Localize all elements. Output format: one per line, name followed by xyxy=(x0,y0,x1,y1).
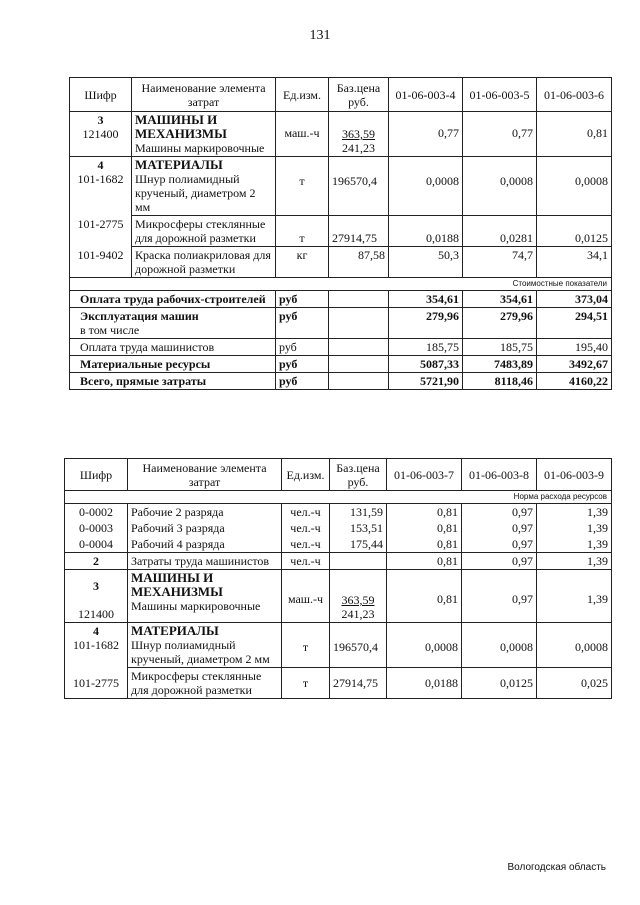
table-row xyxy=(70,291,612,308)
section-code: 3 121400 xyxy=(70,112,132,157)
row-code: 0-0004 xyxy=(65,536,128,553)
row-name: Машины маркировочные xyxy=(135,141,265,155)
section-title-cell xyxy=(128,570,282,623)
table-row xyxy=(65,504,612,521)
section-row-materials xyxy=(70,157,612,216)
row-value-3: 1,39 xyxy=(537,536,612,553)
row-unit: чел.-ч xyxy=(282,520,330,536)
row-value-3: 1,39 xyxy=(537,553,612,570)
header-col-3: 01-06-003-6 xyxy=(537,78,612,112)
row-value-1: 0,81 xyxy=(387,536,462,553)
table-row-total xyxy=(70,373,612,390)
row-value-2: 8118,46 xyxy=(463,373,537,390)
row-unit: маш.-ч xyxy=(282,570,330,623)
header-col-2: 01-06-003-8 xyxy=(462,459,537,491)
table-header-row xyxy=(65,459,612,491)
note-row xyxy=(70,278,612,291)
row-code: 121400 xyxy=(82,127,119,141)
row-value-2: 185,75 xyxy=(463,339,537,356)
header-col-1: 01-06-003-4 xyxy=(389,78,463,112)
section-code: 4 101-1682 xyxy=(65,623,128,668)
row-value-3: 0,0008 xyxy=(537,623,612,668)
row-name: Материальные ресурсы xyxy=(70,356,276,373)
row-price: 87,58 xyxy=(329,247,389,278)
row-value-1: 0,81 xyxy=(387,504,462,521)
row-value-1: 0,0188 xyxy=(389,216,463,247)
row-unit: т xyxy=(282,668,330,699)
table-row xyxy=(65,536,612,553)
row-price xyxy=(329,308,389,339)
row-name: Эксплуатация машин xyxy=(80,309,199,323)
header-name: Наименование элемента затрат xyxy=(132,78,276,112)
table-row xyxy=(70,339,612,356)
row-value-2: 0,0008 xyxy=(463,157,537,216)
row-value-2: 74,7 xyxy=(463,247,537,278)
row-value-3: 4160,22 xyxy=(537,373,612,390)
table-row xyxy=(70,308,612,339)
section-title-cell xyxy=(128,623,282,668)
row-value-1: 354,61 xyxy=(389,291,463,308)
row-value-2: 7483,89 xyxy=(463,356,537,373)
row-name: Рабочий 4 разряда xyxy=(128,536,282,553)
row-price xyxy=(329,356,389,373)
resource-table-1 xyxy=(69,77,612,390)
row-name: Шнур полиамидный крученый, диаметром 2 мм xyxy=(131,638,270,666)
row-name: Оплата труда машинистов xyxy=(70,339,276,356)
row-value-1: 0,81 xyxy=(387,570,462,623)
row-unit: т xyxy=(276,216,329,247)
row-unit: кг xyxy=(276,247,329,278)
header-col-2: 01-06-003-5 xyxy=(463,78,537,112)
resource-table-2 xyxy=(64,458,612,699)
row-value-1: 0,77 xyxy=(389,112,463,157)
row-unit: руб xyxy=(276,356,329,373)
section-title: МАШИНЫ И МЕХАНИЗМЫ xyxy=(131,570,223,599)
row-code: 101-1682 xyxy=(73,638,119,652)
header-col-1: 01-06-003-7 xyxy=(387,459,462,491)
row-value-1: 5721,90 xyxy=(389,373,463,390)
row-name: Микросферы стеклянные для дорожной разметки xyxy=(128,668,282,699)
row-value-2: 279,96 xyxy=(463,308,537,339)
row-value-3: 0,0008 xyxy=(537,157,612,216)
row-value-3: 1,39 xyxy=(537,520,612,536)
row-unit: руб xyxy=(276,308,329,339)
row-unit: чел.-ч xyxy=(282,536,330,553)
row-price xyxy=(330,553,387,570)
row-value-3: 1,39 xyxy=(537,504,612,521)
row-value-3: 3492,67 xyxy=(537,356,612,373)
row-code: 101-2775 xyxy=(65,668,128,699)
row-value-2: 0,97 xyxy=(462,536,537,553)
row-value-3: 0,025 xyxy=(537,668,612,699)
row-unit: т xyxy=(276,157,329,216)
table-header-row xyxy=(70,78,612,112)
section-title-cell xyxy=(132,157,276,216)
row-value-3: 34,1 xyxy=(537,247,612,278)
row-value-3: 0,81 xyxy=(537,112,612,157)
row-unit: руб xyxy=(276,339,329,356)
row-name: Рабочий 3 разряда xyxy=(128,520,282,536)
row-price: 196570,4 xyxy=(330,623,387,668)
header-unit: Ед.изм. xyxy=(276,78,329,112)
row-value-1: 185,75 xyxy=(389,339,463,356)
row-value-2: 0,97 xyxy=(462,553,537,570)
section-title: МАШИНЫ И МЕХАНИЗМЫ xyxy=(135,112,227,141)
row-unit: руб xyxy=(276,373,329,390)
row-value-2: 0,0125 xyxy=(462,668,537,699)
row-price: 131,59 xyxy=(330,504,387,521)
row-value-1: 0,81 xyxy=(387,520,462,536)
section-row-machines xyxy=(65,570,612,623)
row-unit: чел.-ч xyxy=(282,553,330,570)
row-code: 121400 xyxy=(78,607,114,621)
row-value-2: 0,77 xyxy=(463,112,537,157)
row-name: Микросферы стеклянные для дорожной разметки xyxy=(132,216,276,247)
table-row xyxy=(65,553,612,570)
row-price: 153,51 xyxy=(330,520,387,536)
row-price: 363,59 241,23 xyxy=(330,570,387,623)
row-value-1: 0,0008 xyxy=(387,623,462,668)
section-title-cell xyxy=(132,112,276,157)
header-code: Шифр xyxy=(70,78,132,112)
row-name: Шнур полиамидный крученый, диаметром 2 мм xyxy=(135,172,256,214)
table-row xyxy=(70,356,612,373)
row-value-1: 279,96 xyxy=(389,308,463,339)
section-title: МАТЕРИАЛЫ xyxy=(131,623,219,638)
row-value-3: 1,39 xyxy=(537,570,612,623)
table-row xyxy=(70,247,612,278)
header-col-3: 01-06-003-9 xyxy=(537,459,612,491)
row-value-1: 0,0188 xyxy=(387,668,462,699)
row-name: Оплата труда рабочих-строителей xyxy=(70,291,276,308)
row-code: 101-9402 xyxy=(70,247,132,278)
row-value-2: 0,97 xyxy=(462,504,537,521)
row-subtitle: в том числе xyxy=(80,323,140,337)
row-code: 0-0002 xyxy=(65,504,128,521)
header-price: Баз.цена руб. xyxy=(330,459,387,491)
row-value-1: 50,3 xyxy=(389,247,463,278)
section-title: МАТЕРИАЛЫ xyxy=(135,157,223,172)
row-value-2: 354,61 xyxy=(463,291,537,308)
resource-norm-note: Норма расхода ресурсов xyxy=(65,491,612,504)
row-value-3: 373,04 xyxy=(537,291,612,308)
row-value-1: 0,0008 xyxy=(389,157,463,216)
row-value-3: 195,40 xyxy=(537,339,612,356)
row-value-2: 0,97 xyxy=(462,570,537,623)
row-unit: т xyxy=(282,623,330,668)
row-price: 363,59 241,23 xyxy=(329,112,389,157)
row-unit: чел.-ч xyxy=(282,504,330,521)
row-price: 196570,4 xyxy=(329,157,389,216)
row-code: 101-1682 xyxy=(77,172,124,186)
header-name: Наименование элемента затрат xyxy=(128,459,282,491)
header-code: Шифр xyxy=(65,459,128,491)
row-code: 101-2775 xyxy=(70,216,132,247)
row-value-2: 0,0008 xyxy=(462,623,537,668)
row-price xyxy=(329,291,389,308)
section-code: 4 101-1682 xyxy=(70,157,132,216)
row-unit: руб xyxy=(276,291,329,308)
cost-indicators-note: Стоимостные показатели xyxy=(70,278,612,291)
table-row xyxy=(65,520,612,536)
row-price xyxy=(329,339,389,356)
row-price: 175,44 xyxy=(330,536,387,553)
section-code: 3 121400 xyxy=(65,570,128,623)
page-number: 131 xyxy=(309,28,331,43)
region-footer: Вологодская область xyxy=(507,862,606,873)
row-value-1: 5087,33 xyxy=(389,356,463,373)
row-name: Краска полиакриловая для дорожной разметки xyxy=(132,247,276,278)
row-name: Машины маркировочные xyxy=(131,599,261,613)
table-row xyxy=(65,668,612,699)
row-unit: маш.-ч xyxy=(276,112,329,157)
header-unit: Ед.изм. xyxy=(282,459,330,491)
row-value-3: 0,0125 xyxy=(537,216,612,247)
row-code: 2 xyxy=(65,553,128,570)
header-price: Баз.цена руб. xyxy=(329,78,389,112)
row-price xyxy=(329,373,389,390)
table-row xyxy=(70,216,612,247)
row-value-2: 0,0281 xyxy=(463,216,537,247)
row-price: 27914,75 xyxy=(330,668,387,699)
section-row-machines xyxy=(70,112,612,157)
row-value-3: 294,51 xyxy=(537,308,612,339)
row-value-2: 0,97 xyxy=(462,520,537,536)
row-name-cell xyxy=(70,308,276,339)
row-name: Всего, прямые затраты xyxy=(70,373,276,390)
row-value-1: 0,81 xyxy=(387,553,462,570)
row-code: 0-0003 xyxy=(65,520,128,536)
row-price: 27914,75 xyxy=(329,216,389,247)
row-name: Затраты труда машинистов xyxy=(128,553,282,570)
row-name: Рабочие 2 разряда xyxy=(128,504,282,521)
section-row-materials xyxy=(65,623,612,668)
note-row xyxy=(65,491,612,504)
